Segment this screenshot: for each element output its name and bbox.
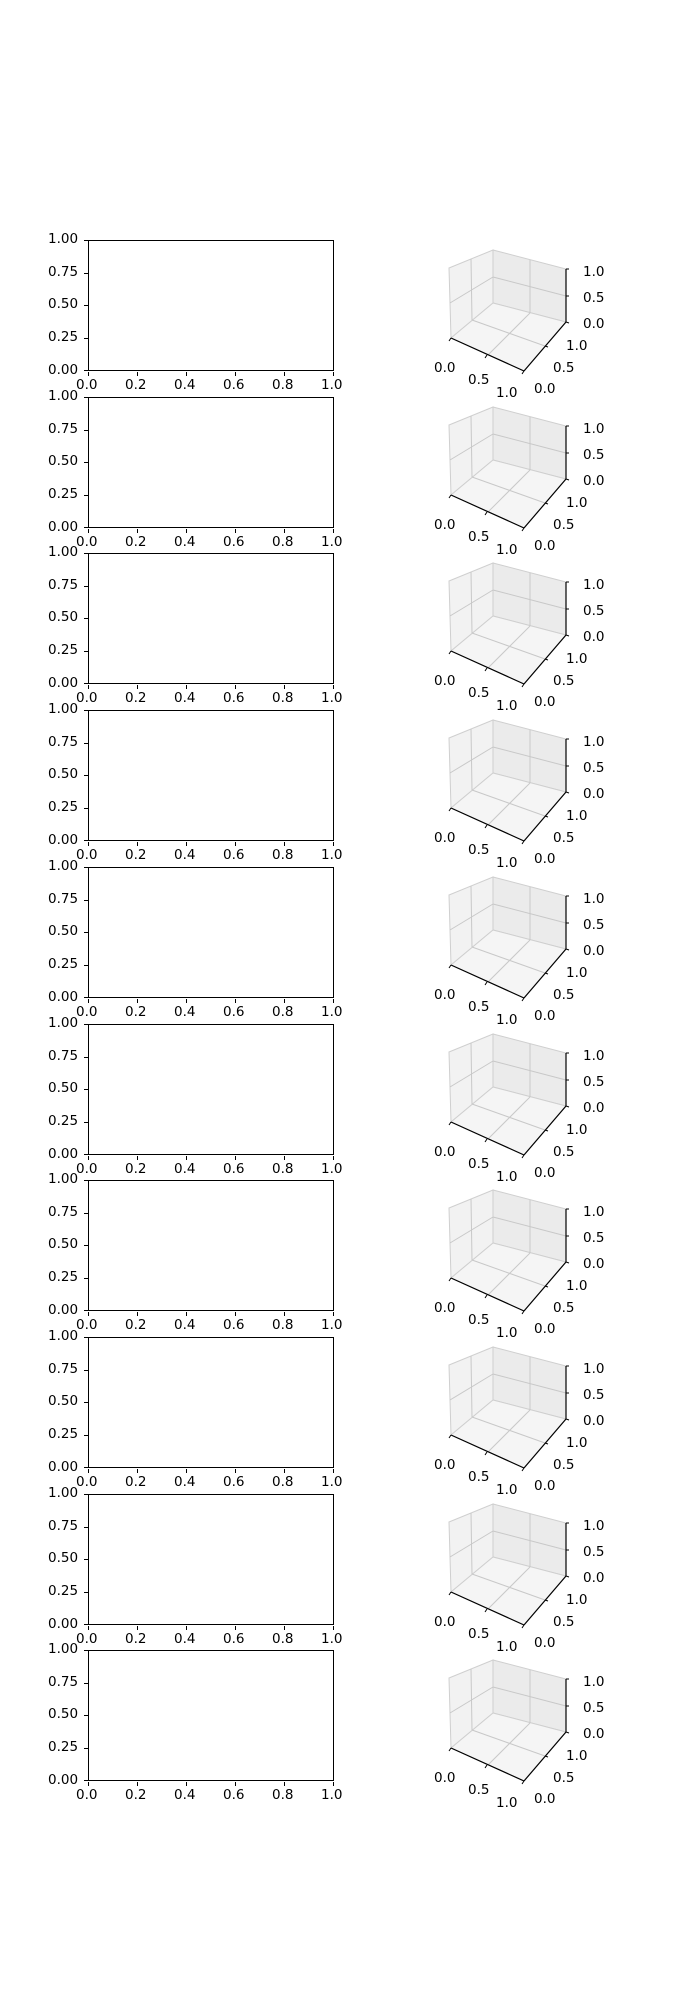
z3d-tick-label: 1.0: [583, 1204, 605, 1221]
x3d-tick-label: 0.5: [468, 842, 490, 859]
x-tick-label: 0.0: [76, 690, 98, 707]
y3d-tick-label: 0.5: [553, 830, 575, 847]
x-tick-label: 0.6: [223, 377, 245, 393]
x-tick-label: 0.4: [174, 1160, 196, 1177]
x3d-tick-label: 0.5: [468, 1468, 490, 1485]
y-tick-label: 0.50: [48, 1392, 79, 1409]
x3d-tick-label: 0.0: [434, 830, 456, 847]
x-tick-label: 0.4: [174, 1317, 196, 1334]
y3d-tick-label: 0.0: [534, 381, 556, 397]
y-tick-label: 0.00: [48, 1772, 79, 1789]
y-tick-label: 0.75: [48, 734, 79, 751]
x-tick-label: 0.0: [76, 377, 98, 393]
z3d-tick-label: 0.5: [583, 760, 605, 777]
x-tick-label: 0.0: [76, 1317, 98, 1334]
x-tick-label: 0.0: [76, 1630, 98, 1647]
x-tick-label: 1.0: [321, 690, 343, 707]
x3d-tick-label: 1.0: [496, 698, 518, 715]
z3d-tick-label: 1.0: [583, 890, 605, 907]
x3d-tick-label: 0.0: [434, 1300, 456, 1317]
x-tick-label: 0.6: [223, 690, 245, 707]
y-tick-label: 0.25: [48, 1739, 79, 1756]
y-tick-label: 0.00: [48, 362, 79, 378]
y-tick-label: 0.75: [48, 577, 79, 594]
y-tick-label: 0.75: [48, 1047, 79, 1064]
z3d-tick-label: 1.0: [583, 577, 605, 594]
y3d-tick-label: 1.0: [566, 494, 588, 511]
y-tick-label: 0.75: [48, 890, 79, 907]
x-tick-label: 0.2: [125, 1630, 147, 1647]
y3d-tick-label: 1.0: [566, 808, 588, 825]
subplot-row-2: [0, 387, 700, 558]
y-tick-label: 0.75: [48, 1674, 79, 1691]
x-tick-label: 0.2: [125, 847, 147, 864]
x3d-tick-label: 0.0: [434, 360, 456, 376]
subplot-row-6: [0, 1014, 700, 1185]
x-tick-label: 1.0: [321, 1317, 343, 1334]
x3d-tick-label: 0.5: [468, 685, 490, 702]
y-tick-label: 0.25: [48, 1269, 79, 1286]
y3d-tick-label: 0.0: [534, 537, 556, 554]
x-tick-label: 1.0: [321, 533, 343, 550]
x-tick-label: 0.6: [223, 847, 245, 864]
y-tick-label: 1.00: [48, 1327, 79, 1344]
y-tick-label: 0.00: [48, 832, 79, 849]
y3d-tick-label: 0.5: [553, 1613, 575, 1630]
y-tick-label: 0.00: [48, 518, 79, 535]
z3d-tick-label: 0.0: [583, 942, 605, 959]
y-tick-label: 0.50: [48, 296, 79, 312]
x-tick-label: 1.0: [321, 1473, 343, 1490]
x-tick-label: 0.6: [223, 533, 245, 550]
y-tick-label: 0.25: [48, 1582, 79, 1599]
x-tick-label: 0.8: [272, 1787, 294, 1804]
y3d-tick-label: 0.0: [534, 694, 556, 711]
y3d-tick-label: 0.5: [553, 516, 575, 533]
y-tick-label: 1.00: [48, 387, 79, 404]
x-tick-label: 0.8: [272, 690, 294, 707]
z3d-tick-label: 0.5: [583, 1543, 605, 1560]
x-tick-label: 1.0: [321, 1003, 343, 1020]
y-tick-label: 0.25: [48, 955, 79, 972]
y3d-tick-label: 0.0: [534, 1007, 556, 1024]
z3d-tick-label: 0.0: [583, 1412, 605, 1429]
x3d-tick-label: 1.0: [496, 1168, 518, 1185]
x-tick-label: 0.8: [272, 533, 294, 550]
x-tick-label: 0.2: [125, 1317, 147, 1334]
x3d-tick-label: 0.0: [434, 673, 456, 690]
y-tick-label: 0.00: [48, 1615, 79, 1632]
y-tick-label: 0.50: [48, 1079, 79, 1096]
y-tick-label: 1.00: [48, 1171, 79, 1188]
y-tick-label: 0.75: [48, 1517, 79, 1534]
y3d-tick-label: 0.5: [553, 1300, 575, 1317]
x-tick-label: 1.0: [321, 377, 343, 393]
x-tick-label: 0.2: [125, 533, 147, 550]
z3d-tick-label: 0.0: [583, 786, 605, 803]
y-tick-label: 0.25: [48, 799, 79, 816]
x3d-tick-label: 0.0: [434, 516, 456, 533]
y3d-tick-label: 0.5: [553, 360, 575, 376]
subplot-row-7: [0, 1171, 700, 1342]
y-tick-label: 0.75: [48, 264, 79, 280]
x-tick-label: 1.0: [321, 1160, 343, 1177]
y3d-tick-label: 0.5: [553, 1143, 575, 1160]
y-tick-label: 0.25: [48, 1425, 79, 1442]
z3d-tick-label: 1.0: [583, 420, 605, 437]
x-tick-label: 0.4: [174, 1003, 196, 1020]
x-tick-label: 0.4: [174, 1473, 196, 1490]
x-tick-label: 0.0: [76, 847, 98, 864]
z3d-tick-label: 0.5: [583, 290, 605, 306]
y3d-tick-label: 0.0: [534, 1634, 556, 1651]
x-tick-label: 0.4: [174, 690, 196, 707]
z3d-tick-label: 0.5: [583, 1073, 605, 1090]
y-tick-label: 0.00: [48, 675, 79, 692]
x3d-tick-label: 0.5: [468, 528, 490, 545]
y-tick-label: 0.25: [48, 642, 79, 659]
x-tick-label: 0.6: [223, 1003, 245, 1020]
y-tick-label: 0.00: [48, 1145, 79, 1162]
subplot-row-4: [0, 701, 700, 872]
x-tick-label: 0.6: [223, 1160, 245, 1177]
x-tick-label: 1.0: [321, 847, 343, 864]
y-tick-label: 0.50: [48, 1549, 79, 1566]
x-tick-label: 0.4: [174, 377, 196, 393]
z3d-tick-label: 0.0: [583, 1569, 605, 1586]
y3d-tick-label: 1.0: [566, 1434, 588, 1451]
y3d-tick-label: 0.0: [534, 1321, 556, 1338]
x-tick-label: 0.2: [125, 690, 147, 707]
z3d-tick-label: 0.0: [583, 1256, 605, 1273]
y3d-tick-label: 0.5: [553, 1770, 575, 1787]
z3d-tick-label: 0.0: [583, 1726, 605, 1743]
x3d-tick-label: 0.0: [434, 1770, 456, 1787]
x-tick-label: 0.8: [272, 1630, 294, 1647]
z3d-tick-label: 1.0: [583, 1360, 605, 1377]
y-tick-label: 0.25: [48, 1112, 79, 1129]
y3d-tick-label: 0.0: [534, 1477, 556, 1494]
x-tick-label: 0.8: [272, 1317, 294, 1334]
x-tick-label: 0.4: [174, 1630, 196, 1647]
z3d-tick-label: 0.5: [583, 446, 605, 463]
x-tick-label: 0.2: [125, 1473, 147, 1490]
x-tick-label: 0.0: [76, 1003, 98, 1020]
z3d-tick-label: 0.5: [583, 916, 605, 933]
z3d-tick-label: 1.0: [583, 1047, 605, 1064]
y3d-tick-label: 1.0: [566, 964, 588, 981]
y3d-tick-label: 0.5: [553, 1456, 575, 1473]
y-tick-label: 0.75: [48, 1204, 79, 1221]
y3d-tick-label: 1.0: [566, 1278, 588, 1295]
x-tick-label: 0.8: [272, 1473, 294, 1490]
y-tick-label: 0.75: [48, 420, 79, 437]
y-tick-label: 1.00: [48, 544, 79, 561]
y-tick-label: 0.50: [48, 766, 79, 783]
x3d-tick-label: 1.0: [496, 541, 518, 558]
z3d-tick-label: 0.0: [583, 472, 605, 489]
x-tick-label: 0.6: [223, 1317, 245, 1334]
x3d-tick-label: 0.5: [468, 1155, 490, 1172]
x-tick-label: 0.6: [223, 1787, 245, 1804]
z3d-tick-label: 0.5: [583, 1700, 605, 1717]
x3d-tick-label: 0.0: [434, 1613, 456, 1630]
y-tick-label: 0.50: [48, 1236, 79, 1253]
x3d-tick-label: 1.0: [496, 385, 518, 401]
y-tick-label: 1.00: [48, 231, 79, 247]
subplot-row-1: [0, 231, 700, 401]
x-tick-label: 0.6: [223, 1630, 245, 1647]
subplot-row-5: [0, 857, 700, 1028]
y3d-tick-label: 1.0: [566, 651, 588, 668]
x3d-tick-label: 1.0: [496, 1638, 518, 1655]
x3d-tick-label: 1.0: [496, 1795, 518, 1812]
x3d-tick-label: 0.5: [468, 1625, 490, 1642]
x-tick-label: 0.8: [272, 377, 294, 393]
x-tick-label: 0.0: [76, 1160, 98, 1177]
y3d-tick-label: 0.0: [534, 1164, 556, 1181]
x-tick-label: 0.0: [76, 533, 98, 550]
x-tick-label: 0.2: [125, 377, 147, 393]
y-tick-label: 0.00: [48, 1458, 79, 1475]
subplot-row-9: [0, 1484, 700, 1655]
x-tick-label: 0.2: [125, 1160, 147, 1177]
x3d-tick-label: 0.5: [468, 372, 490, 388]
x-tick-label: 0.8: [272, 1003, 294, 1020]
z3d-tick-label: 1.0: [583, 1674, 605, 1691]
y3d-tick-label: 1.0: [566, 1591, 588, 1608]
x-tick-label: 0.4: [174, 1787, 196, 1804]
x-tick-label: 0.4: [174, 847, 196, 864]
x3d-tick-label: 0.0: [434, 1456, 456, 1473]
x-tick-label: 0.2: [125, 1787, 147, 1804]
x-tick-label: 0.8: [272, 1160, 294, 1177]
z3d-tick-label: 0.5: [583, 1230, 605, 1247]
y-tick-label: 0.50: [48, 1706, 79, 1723]
x-tick-label: 0.0: [76, 1473, 98, 1490]
x3d-tick-label: 1.0: [496, 1481, 518, 1498]
y3d-tick-label: 0.5: [553, 986, 575, 1003]
x3d-tick-label: 0.0: [434, 1143, 456, 1160]
y3d-tick-label: 1.0: [566, 1121, 588, 1138]
subplot-row-8: [0, 1327, 700, 1498]
x3d-tick-label: 0.5: [468, 1782, 490, 1799]
y-tick-label: 0.25: [48, 485, 79, 502]
x-tick-label: 0.6: [223, 1473, 245, 1490]
x3d-tick-label: 0.0: [434, 986, 456, 1003]
y-tick-label: 0.00: [48, 988, 79, 1005]
z3d-tick-label: 1.0: [583, 734, 605, 751]
x-tick-label: 0.2: [125, 1003, 147, 1020]
x3d-tick-label: 0.5: [468, 998, 490, 1015]
y-tick-label: 1.00: [48, 857, 79, 874]
z3d-tick-label: 0.5: [583, 1386, 605, 1403]
y-tick-label: 1.00: [48, 1014, 79, 1031]
y3d-tick-label: 1.0: [566, 1748, 588, 1765]
y3d-tick-label: 0.5: [553, 673, 575, 690]
y-tick-label: 1.00: [48, 1484, 79, 1501]
y-tick-label: 0.50: [48, 922, 79, 939]
subplot-row-10: [0, 1641, 700, 1812]
z3d-tick-label: 1.0: [583, 264, 605, 280]
z3d-tick-label: 0.0: [583, 1099, 605, 1116]
y-tick-label: 1.00: [48, 701, 79, 718]
y-tick-label: 0.75: [48, 1360, 79, 1377]
y-tick-label: 0.50: [48, 452, 79, 469]
x3d-tick-label: 0.5: [468, 1312, 490, 1329]
subplot-row-3: [0, 544, 700, 715]
y3d-tick-label: 1.0: [566, 338, 588, 354]
y-tick-label: 0.25: [48, 329, 79, 345]
y-tick-label: 0.00: [48, 1302, 79, 1319]
y-tick-label: 0.50: [48, 609, 79, 626]
y-tick-label: 1.00: [48, 1641, 79, 1658]
x3d-tick-label: 1.0: [496, 1011, 518, 1028]
x-tick-label: 0.4: [174, 533, 196, 550]
y3d-tick-label: 0.0: [534, 851, 556, 868]
x-tick-label: 1.0: [321, 1630, 343, 1647]
x3d-tick-label: 1.0: [496, 855, 518, 872]
z3d-tick-label: 0.5: [583, 603, 605, 620]
z3d-tick-label: 0.0: [583, 316, 605, 332]
x3d-tick-label: 1.0: [496, 1325, 518, 1342]
x-tick-label: 0.0: [76, 1787, 98, 1804]
y3d-tick-label: 0.0: [534, 1791, 556, 1808]
x-tick-label: 1.0: [321, 1787, 343, 1804]
z3d-tick-label: 0.0: [583, 629, 605, 646]
z3d-tick-label: 1.0: [583, 1517, 605, 1534]
x-tick-label: 0.8: [272, 847, 294, 864]
